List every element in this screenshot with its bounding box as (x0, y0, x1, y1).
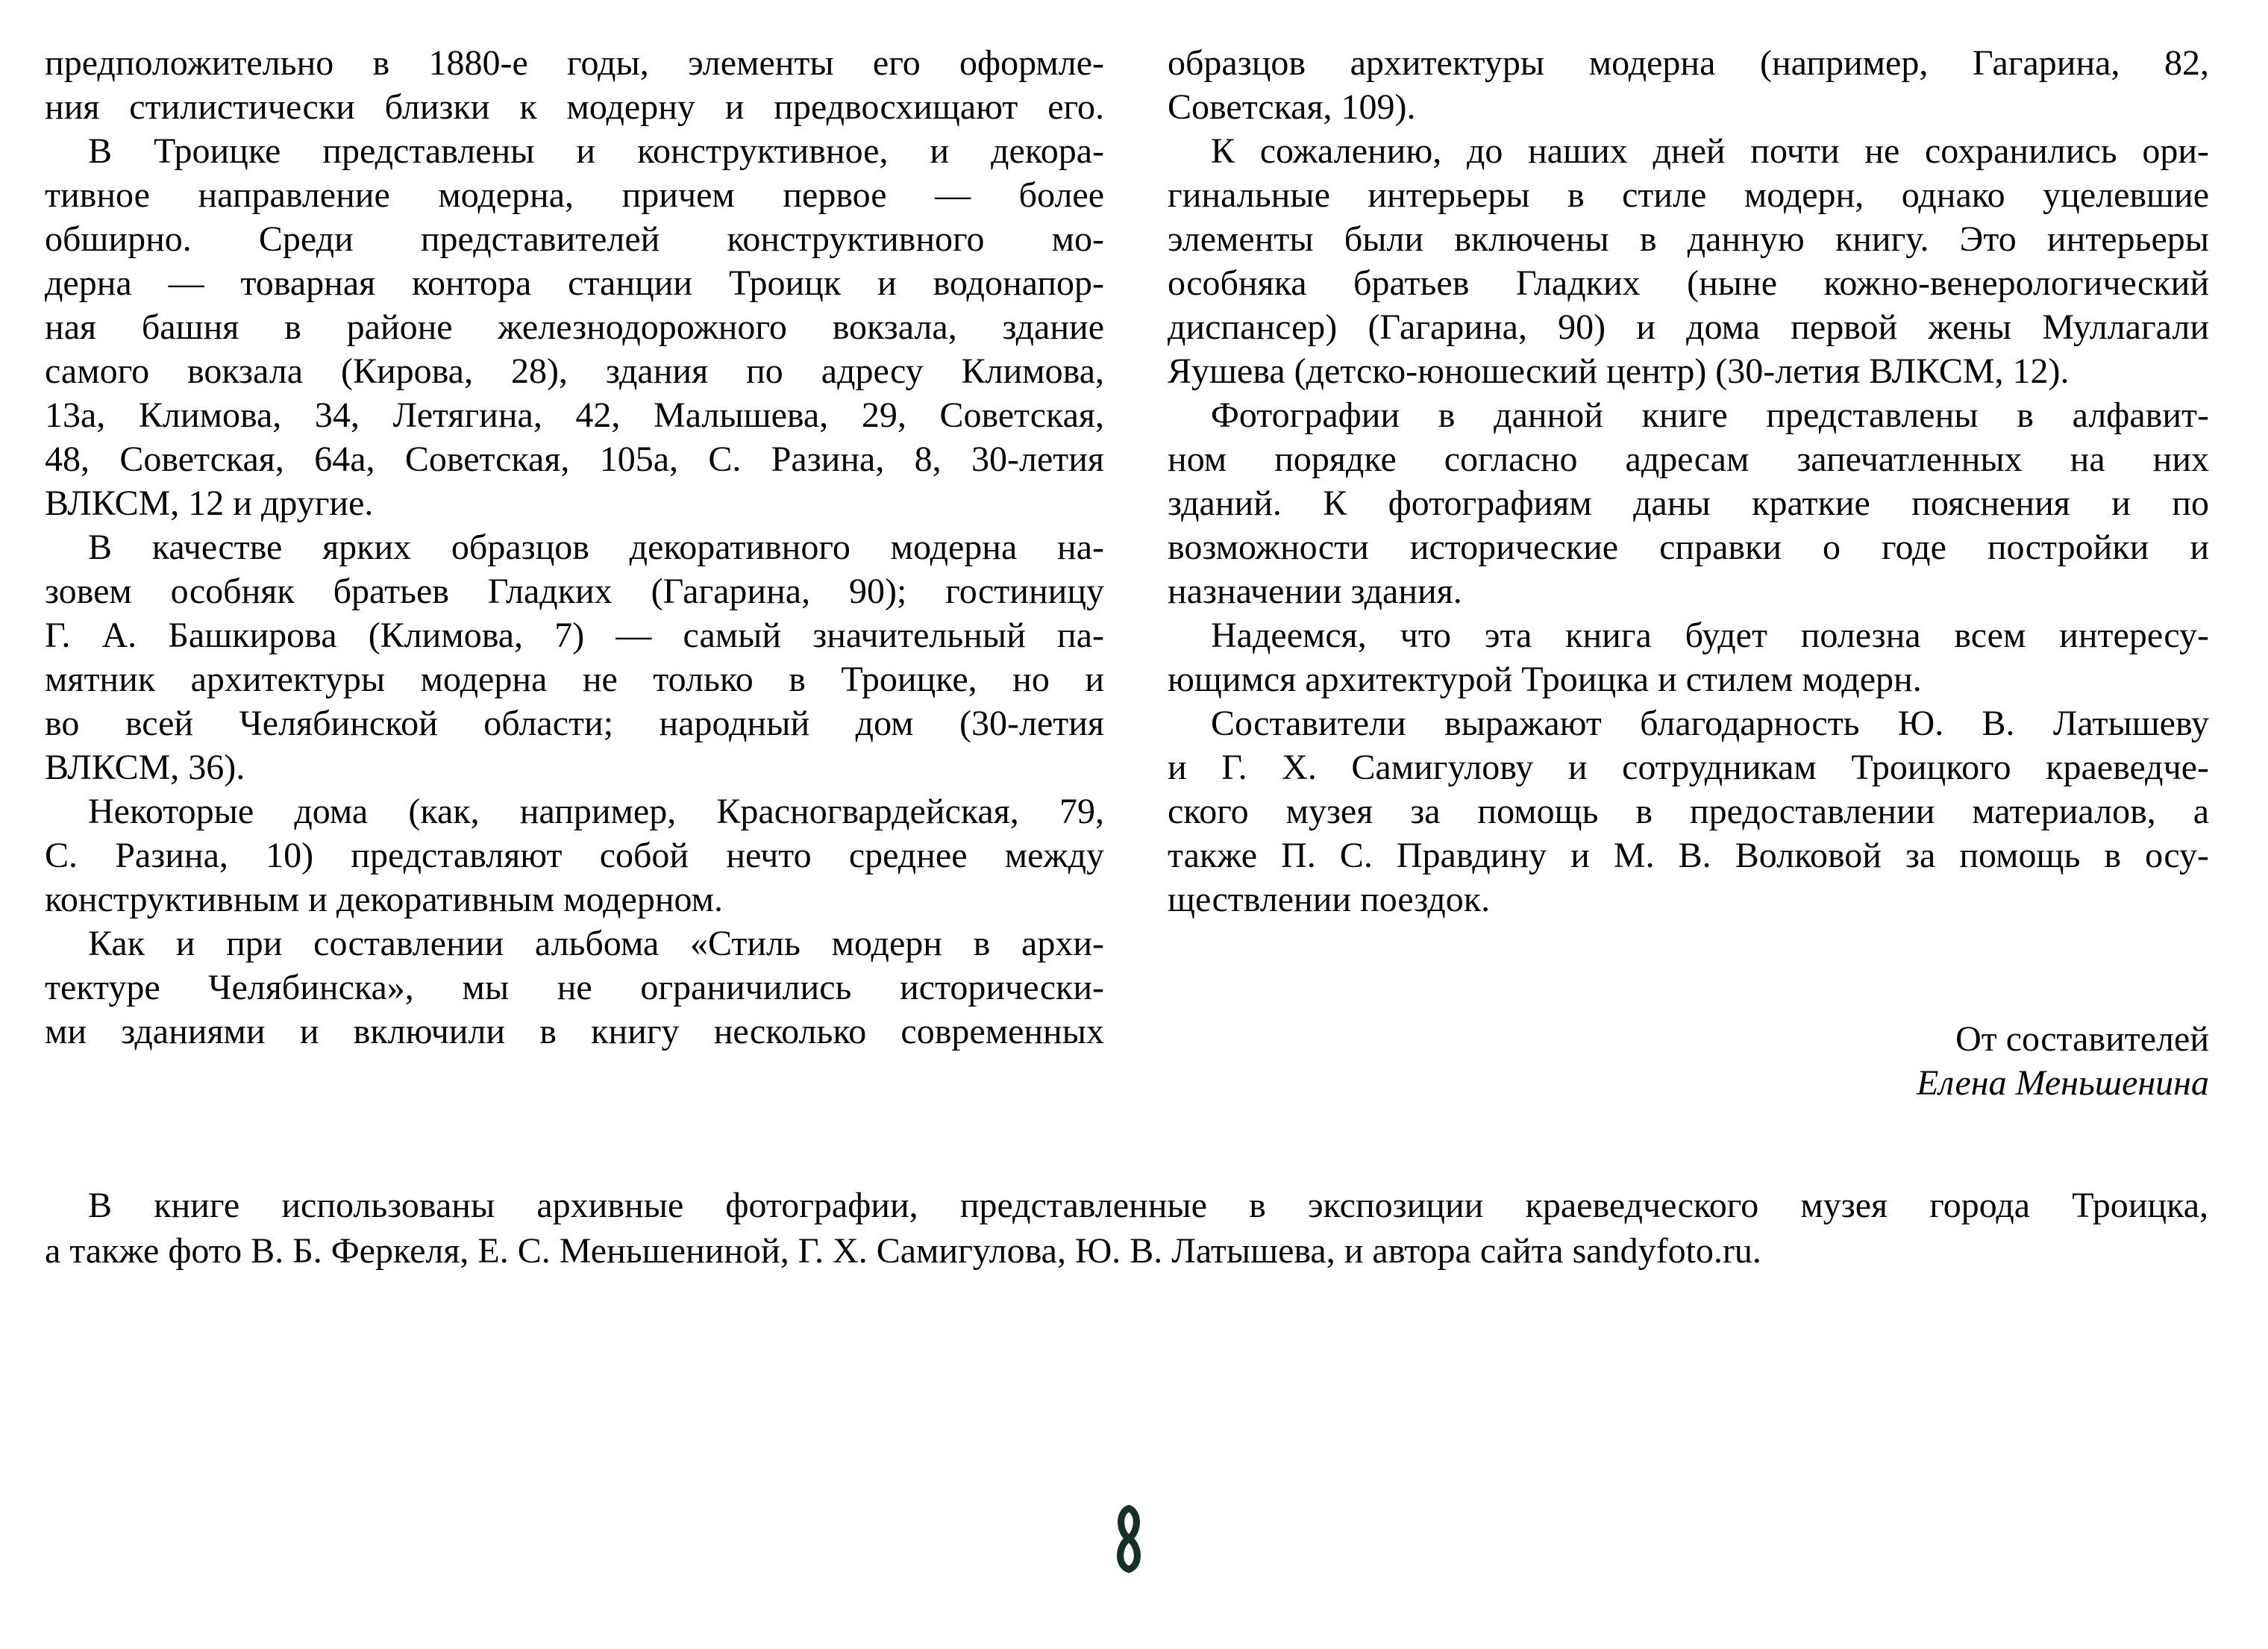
text-line: ВЛКСМ, 36). (45, 748, 245, 787)
text-line: Советская, 109). (1168, 87, 1416, 127)
text-line: также П. С. Правдину и М. В. Волковой за помощь в осу- (1168, 836, 2209, 875)
text-line: Яушева (детско-юношеский центр) (30-летия ВЛКСМ, 12). (1168, 351, 2070, 391)
text-line: возможности исторические справки о годе постройки и (1168, 528, 2209, 567)
text-line: ния стилистически близки к модерну и предвосхищают его. (45, 87, 1104, 127)
text-line: самого вокзала (Кирова, 28), здания по адресу Климова, (45, 351, 1104, 391)
footer-note (45, 1183, 2208, 1274)
text-line: тектуре Челябинска», мы не ограничились исторически- (45, 968, 1104, 1007)
text-line: зовем особняк братьев Гладких (Гагарина, 90); гостиницу (45, 572, 1104, 611)
page-number (1109, 1503, 1148, 1574)
signature-block (1168, 1017, 2209, 1105)
text-line: Как и при составлении альбома «Стиль модерн в архи- (88, 924, 1104, 963)
text-line: ми зданиями и включили в книгу несколько современных (45, 1012, 1104, 1051)
text-line: а также фото В. Б. Феркеля, Е. С. Меньшениной, Г. Х. Самигулова, Ю. В. Латышева, и автора сайта sandyfoto.ru. (45, 1231, 1761, 1271)
text-line: назначении здания. (1168, 572, 1462, 611)
text-line: обширно. Среди представителей конструктивного мо- (45, 219, 1104, 259)
text-line: ВЛКСМ, 12 и другие. (45, 484, 374, 523)
text-line: гинальные интерьеры в стиле модерн, однако уцелевшие (1168, 175, 2209, 215)
text-line: ная башня в районе железнодорожного вокзала, здание (45, 307, 1104, 347)
text-line: От составителей (1955, 1019, 2209, 1059)
text-line: В Троицке представлены и конструктивное, и декора- (88, 131, 1104, 171)
text-line: Г. А. Башкирова (Климова, 7) — самый значительный па- (45, 616, 1104, 655)
text-line: и Г. Х. Самигулову и сотрудникам Троицкого краеведче- (1168, 748, 2209, 787)
text-line: дерна — товарная контора станции Троицк и водонапор- (45, 263, 1104, 303)
text-line: Фотографии в данной книге представлены в алфавит- (1211, 395, 2209, 435)
text-line: конструктивным и декоративным модерном. (45, 880, 723, 919)
text-line: Некоторые дома (как, например, Красногвардейская, 79, (88, 792, 1104, 831)
text-line: мятник архитектуры модерна не только в Троицке, но и (45, 660, 1104, 699)
text-line: зданий. К фотографиям даны краткие пояснения и по (1168, 484, 2209, 523)
text-line: С. Разина, 10) представляют собой нечто среднее между (45, 836, 1104, 875)
text-line: ном порядке согласно адресам запечатленных на них (1168, 439, 2209, 479)
right-text-column (1168, 41, 2209, 1105)
text-line: предположительно в 1880-е годы, элементы его оформле- (45, 43, 1104, 83)
text-line: диспансер) (Гагарина, 90) и дома первой жены Муллагали (1168, 307, 2209, 347)
ornamental-eight-icon (1112, 1504, 1146, 1573)
text-line: во всей Челябинской области; народный дом (30-летия (45, 704, 1104, 743)
text-line: 48, Советская, 64а, Советская, 105а, С. Разина, 8, 30-летия (45, 439, 1104, 479)
text-line: Елена Меньшенина (1917, 1063, 2209, 1103)
text-line: 13а, Климова, 34, Летягина, 42, Малышева, 29, Советская, (45, 395, 1104, 435)
text-line: особняка братьев Гладких (ныне кожно-венерологический (1168, 263, 2209, 303)
text-line: Надеемся, что эта книга будет полезна всем интересу- (1211, 616, 2209, 655)
text-line: элементы были включены в данную книгу. Это интерьеры (1168, 219, 2209, 259)
text-line: образцов архитектуры модерна (например, Гагарина, 82, (1168, 43, 2209, 83)
right-column-paragraphs (1168, 41, 2209, 922)
text-line: ющимся архитектурой Троицка и стилем модерн. (1168, 660, 1922, 699)
text-line: тивное направление модерна, причем первое — более (45, 175, 1104, 215)
text-line: ществлении поездок. (1168, 880, 1491, 919)
text-line: Составители выражают благодарность Ю. В. Латышеву (1211, 704, 2209, 743)
ornamental-eight-path (1121, 1509, 1138, 1570)
text-line: В качестве ярких образцов декоративного модерна на- (88, 528, 1104, 567)
text-line: В книге использованы архивные фотографии, представленные в экспозиции краеведческого музея города Троицка, (88, 1186, 2208, 1225)
text-line: ского музея за помощь в предоставлении материалов, а (1168, 792, 2209, 831)
text-line: К сожалению, до наших дней почти не сохранились ори- (1211, 131, 2209, 171)
left-text-column (45, 41, 1104, 1054)
